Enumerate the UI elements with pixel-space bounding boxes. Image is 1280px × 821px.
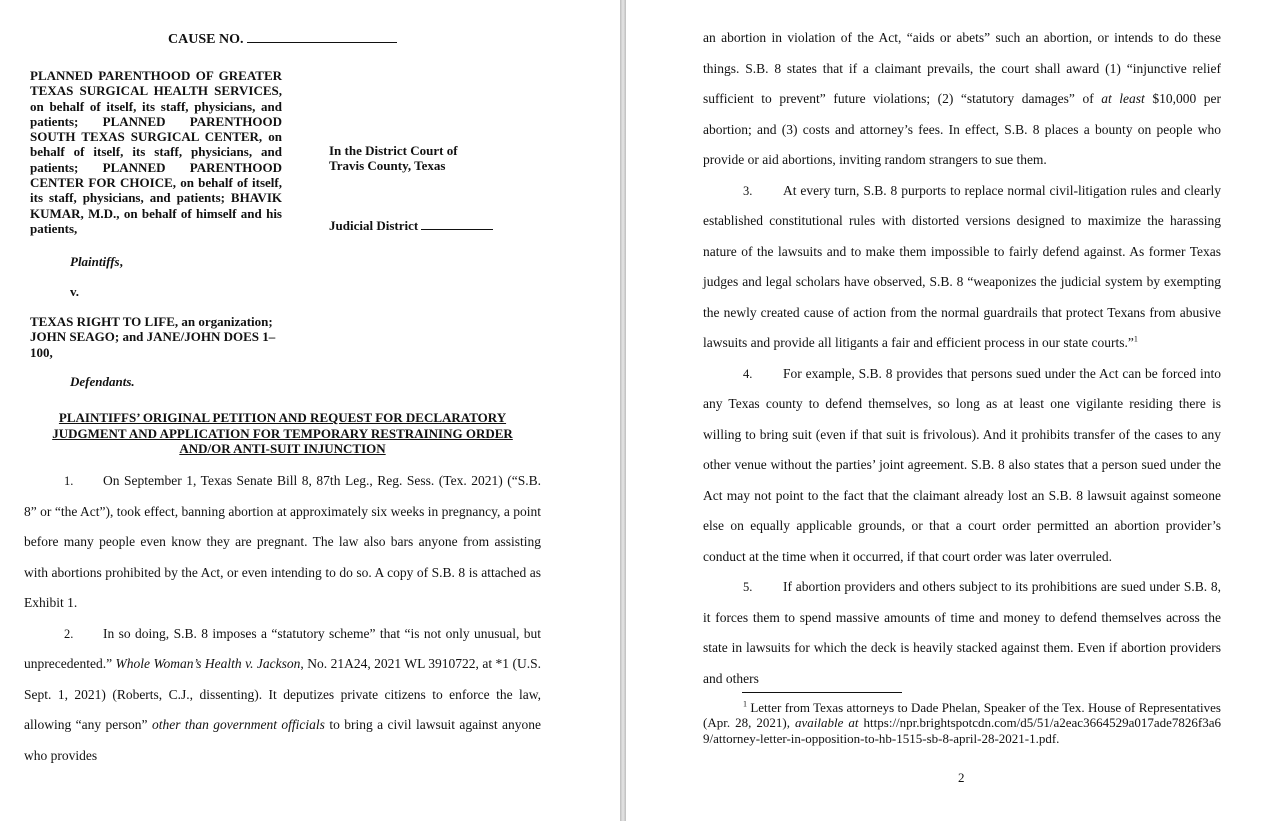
judicial-label: Judicial District — [329, 218, 419, 233]
emphasis-at-least: at least — [1101, 91, 1145, 106]
court-designation — [329, 143, 458, 174]
plaintiffs-role-comma: , — [119, 254, 123, 269]
petition-title: PLAINTIFFS’ ORIGINAL PETITION AND REQUEST FOR DECLARATORY JUDGMENT AND APPLICATION FOR TEMPORARY RESTRAINING ORDER AND/OR ANTI-SUIT INJUNCTION — [52, 410, 513, 456]
versus: v. — [70, 284, 80, 299]
paragraph-2 — [24, 619, 541, 772]
court-line-1: In the District Court of — [329, 143, 458, 158]
paragraph-4-number: 4. — [743, 366, 753, 381]
cause-label: CAUSE NO. — [168, 32, 244, 47]
case-citation: Whole Woman’s Health v. Jackson — [115, 656, 301, 671]
paragraph-2-text-b: , No. 21A24, 2021 WL 3910722, at *1 (U.S. Sept. 1, 2021) (Roberts, C.J., dissenting). It deputizes private citizens to enforce the law, allowing “any person” — [24, 656, 541, 732]
paragraph-2-continued — [703, 23, 1221, 176]
plaintiffs-role — [70, 254, 123, 270]
page-number: 2 — [958, 770, 965, 785]
paragraph-5-number: 5. — [743, 580, 753, 594]
footnote-1-url[interactable]: https://npr.brightspotcdn.com/d5/51/a2eac3664529a017ade7826f3a69/attorney-letter-in-opposition-to-hb-1515-sb-8-april-28-2021-1.pdf. — [703, 715, 1221, 746]
paragraph-2-number: 2. — [64, 626, 74, 641]
page2-body — [703, 23, 1221, 694]
cause-number — [168, 30, 397, 48]
paragraph-4 — [703, 359, 1221, 573]
footnote-separator — [742, 692, 902, 693]
paragraph-3 — [703, 176, 1221, 359]
paragraph-1-number: 1. — [64, 474, 74, 488]
footnote-1 — [703, 700, 1221, 746]
court-line-2: Travis County, Texas — [329, 158, 446, 174]
continued-text-b: $10,000 per abortion; and (3) costs and attorney’s fees. In effect, S.B. 8 places a bounty on people who provide or aid abortions, inviting random strangers to sue them. — [703, 91, 1222, 167]
judicial-blank — [421, 218, 493, 230]
paragraph-1-text: On September 1, Texas Senate Bill 8, 87th Leg., Reg. Sess. (Tex. 2021) (“S.B. 8” or “the Act”), took effect, banning abortion at approximately six weeks in pregnancy, a point before many people even know they are pregnant. The law also bars anyone from assisting with abortions prohibited by the Act, or even intending to do so. A copy of S.B. 8 is attached as Exhibit 1. — [24, 473, 541, 610]
paragraph-1 — [24, 466, 541, 619]
footnote-available-at: available at — [795, 715, 859, 731]
footnote-1-text-a: Letter from Texas attorneys to Dade Phelan, Speaker of the Tex. House of Representatives (Apr. 28, 2021), — [703, 700, 1221, 731]
paragraph-3-text: At every turn, S.B. 8 purports to replace normal civil-litigation rules and clearly established constitutional rules with distorted versions designed to maximize the harassing nature of the lawsuits and to make them impossible to fairly defend against. As former Texas judges and legal scholars have observed, S.B. 8 “weaponizes the judicial system by exempting the newly created cause of action from the normal guardrails that protect Texans from abusive lawsuits and provide all litigants a fair and efficient process in our state courts.” — [703, 182, 1221, 350]
paragraph-3-number: 3. — [743, 183, 753, 198]
paragraph-5-text: If abortion providers and others subject to its prohibitions are sued under S.B. 8, it forces them to spend massive amounts of time and money to defend themselves across the state in lawsuits for which the deck is heavily stacked against them. Even if abortion providers and others — [703, 579, 1221, 686]
paragraph-5 — [703, 572, 1221, 694]
plaintiffs-role-label: Plaintiffs — [70, 254, 120, 269]
paragraph-2-text-a: In so doing, S.B. 8 imposes a “statutory scheme” that “is not only unusual, but unprecedented.” — [24, 625, 541, 671]
judicial-district — [329, 218, 493, 234]
continued-text-a: an abortion in violation of the Act, “aids or abets” such an abortion, or intends to do these things. S.B. 8 states that if a claimant prevails, the court shall award (1) “injunctive relief sufficient to prevent” future violations; (2) “statutory damages” of — [703, 30, 1221, 106]
defendants-role: Defendants. — [70, 374, 135, 389]
page-left — [0, 0, 620, 821]
cause-number-blank — [247, 30, 397, 43]
footnote-1-number: 1 — [743, 699, 747, 709]
paragraph-2-text-c: to bring a civil lawsuit against anyone who provides — [24, 717, 542, 763]
defendants-caption: TEXAS RIGHT TO LIFE, an organization; JOHN SEAGO; and JANE/JOHN DOES 1–100, — [30, 314, 276, 360]
footnote-ref-1[interactable]: 1 — [1133, 334, 1138, 344]
page-right — [626, 0, 1280, 821]
page1-body — [24, 466, 541, 771]
emphasis-government-officials: other than government officials — [151, 717, 325, 732]
paragraph-4-text: For example, S.B. 8 provides that persons sued under the Act can be forced into any Texas county to defend themselves, so long as at least one vigilante residing there is willing to bring suit (even if that suit is frivolous). And it prohibits transfer of the cases to any other venue without the parties’ joint agreement. S.B. 8 also states that a person sued under the Act may not point to the fact that the claimant already lost an S.B. 8 lawsuit against someone else on equally applicable grounds, or that a court order permitted an abortion provider’s conduct at the time when it occurred, if that court order was later overruled. — [703, 365, 1221, 564]
plaintiffs-caption: PLANNED PARENTHOOD OF GREATER TEXAS SURGICAL HEALTH SERVICES, on behalf of itself, its staff, physicians, and patients; PLANNED PARENTHOOD SOUTH TEXAS SURGICAL CENTER, on behalf of itself, its staff, physicians, and patients; PLANNED PARENTHOOD CENTER FOR CHOICE, on behalf of itself, its staff, physicians, and patients; BHAVIK KUMAR, M.D., on behalf of himself and his patients, — [30, 68, 282, 236]
